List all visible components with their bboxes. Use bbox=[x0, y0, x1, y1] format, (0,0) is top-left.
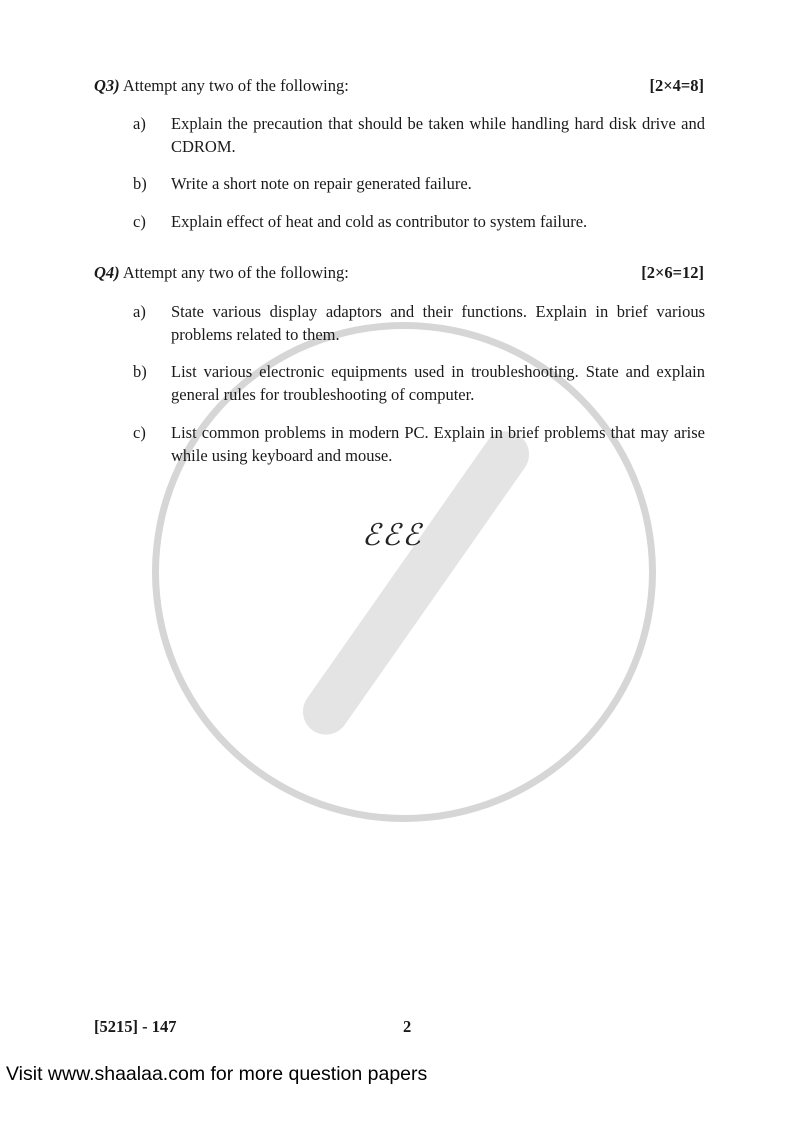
question-instruction: Attempt any two of the following: bbox=[122, 263, 349, 282]
end-mark: ℰℰℰ bbox=[362, 518, 423, 553]
question-instruction: Attempt any two of the following: bbox=[122, 76, 349, 95]
page-number: 2 bbox=[403, 1017, 412, 1036]
q3-heading bbox=[94, 76, 349, 96]
q4-item-a: a) State various display adaptors and their functions. Explain in brief various problems related to them. bbox=[133, 302, 705, 344]
question-number: Q3) bbox=[94, 76, 120, 95]
paper-code: [5215] - 147 bbox=[94, 1017, 177, 1036]
promo-banner[interactable]: Visit www.shaalaa.com for more question papers bbox=[6, 1063, 428, 1085]
question-number: Q4) bbox=[94, 263, 120, 282]
q4-heading bbox=[94, 263, 349, 283]
q4-marks: [2×6=12] bbox=[641, 263, 704, 282]
q3-item-b: b) Write a short note on repair generated failure. bbox=[133, 174, 472, 193]
q3-item-a: a) Explain the precaution that should be taken while handling hard disk drive and CDROM. bbox=[133, 114, 705, 156]
q4-item-c: c) List common problems in modern PC. Explain in brief problems that may arise while using keyboard and mouse. bbox=[133, 423, 705, 465]
q4-item-b: b) List various electronic equipments used in troubleshooting. State and explain general rules for troubleshooting of computer. bbox=[133, 362, 705, 404]
q3-item-c: c) Explain effect of heat and cold as contributor to system failure. bbox=[133, 212, 588, 231]
q3-marks: [2×4=8] bbox=[649, 76, 704, 95]
